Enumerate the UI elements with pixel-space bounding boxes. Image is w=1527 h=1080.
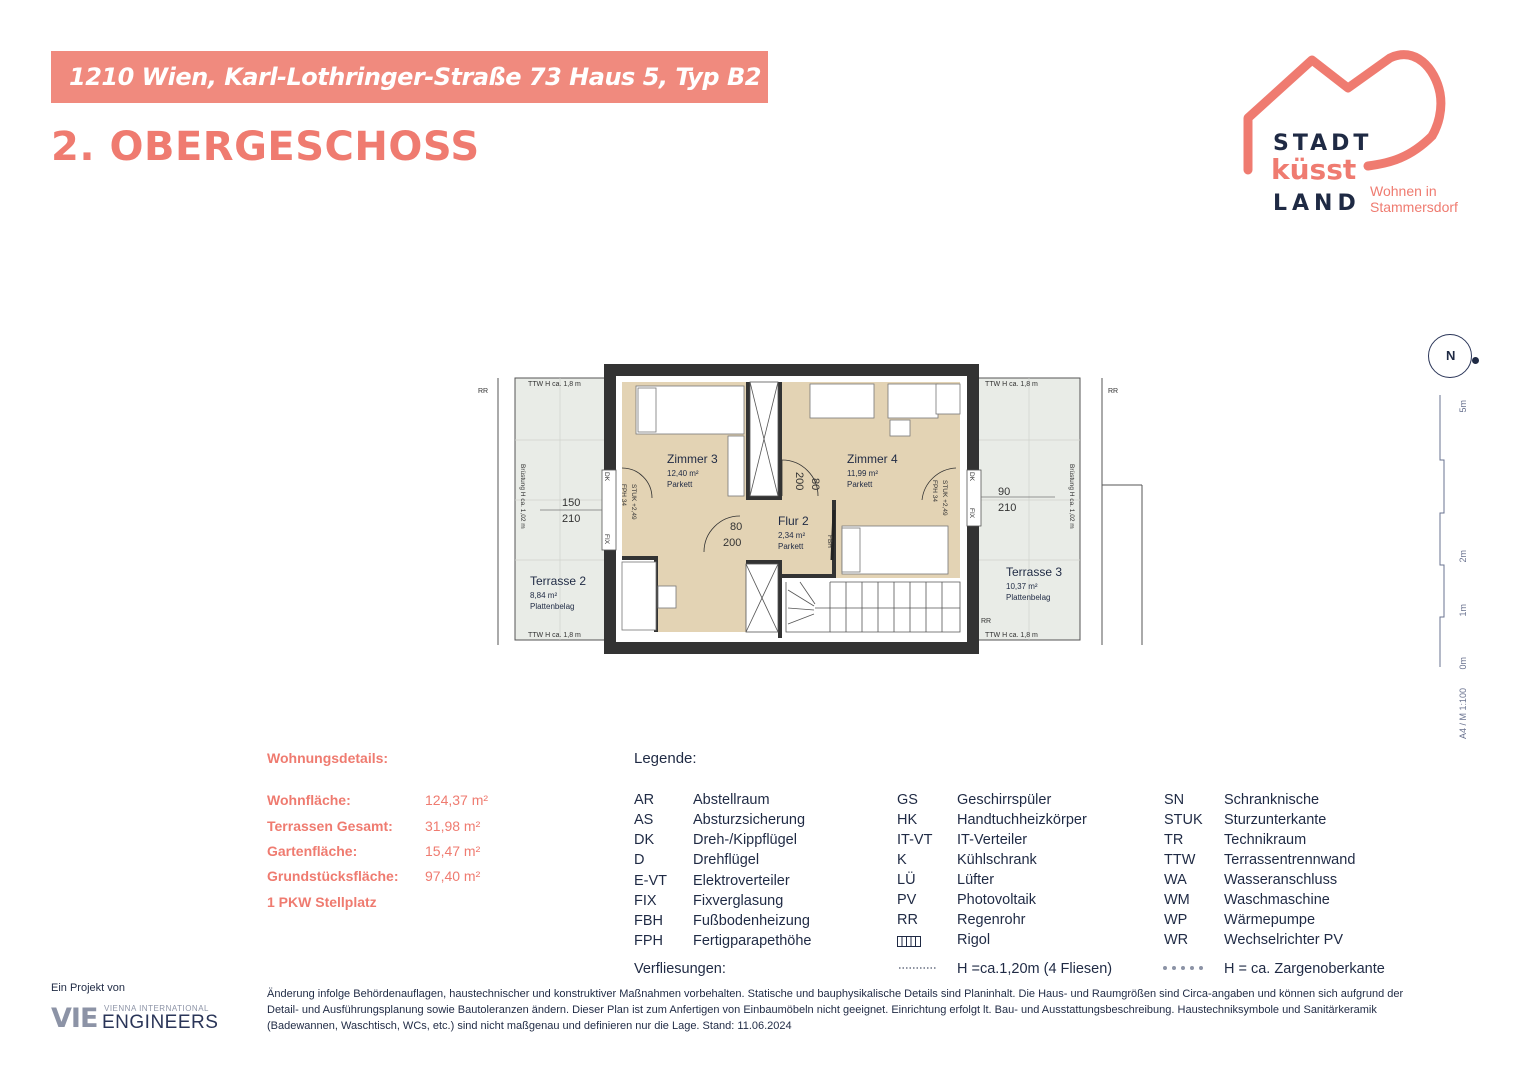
detail-value-wohnflaeche: 124,37 m² [425,792,489,808]
legend-text: Technikraum [1224,832,1307,848]
logo-tagline: Wohnen in Stammersdorf [1370,183,1458,215]
detail-label-wohnflaeche: Wohnfläche: [267,792,351,808]
legend-abbr: WP [1164,912,1188,928]
ttw-label-se: TTW H ca. 1,8 m [985,632,1038,639]
floor-title: 2. OBERGESCHOSS [51,124,480,170]
detail-parking: 1 PKW Stellplatz [267,894,377,910]
legend-text: Drehflügel [693,852,760,868]
fix-label-w: FIX [603,534,610,545]
room-terrasse3-area: 10,37 m² [1006,582,1038,591]
vie-logo-mark: VIE [51,1003,98,1034]
fbh-label: FBH [826,535,833,548]
rr-label-w: RR [478,388,489,395]
rr-label-e: RR [1108,388,1119,395]
legend-abbr: RR [897,912,918,928]
rigol-icon [897,936,921,947]
room-zimmer4-floor: Parkett [847,480,873,489]
legend-text: Geschirrspüler [957,792,1052,808]
legend-text: Wärmepumpe [1224,912,1316,928]
brust-label-w: Brüstung H ca. 1,02 m [519,464,526,529]
room-terrasse2-area: 8,84 m² [530,591,558,600]
tiles-dots-icon [1162,965,1208,971]
detail-value-terrassen: 31,98 m² [425,818,481,834]
door-z3-width: 80 [730,521,743,533]
legend-text: Kühlschrank [957,852,1037,868]
legend-text: Lüfter [957,872,995,888]
detail-label-grundstueck: Grundstücksfläche: [267,868,399,884]
legend-text: Abstellraum [693,792,770,808]
north-label: N [1446,348,1456,363]
detail-label-garten: Gartenfläche: [267,843,358,859]
legend-abbr: WM [1164,892,1190,908]
ttw-label-sw: TTW H ca. 1,8 m [528,632,581,639]
scale-note: A4 / M 1:100 [1458,688,1468,740]
legend-abbr: WA [1164,872,1187,888]
disclaimer: Änderung infolge Behördenauflagen, haustechnischer und konstruktiver Maßnahmen vorbehalten. Statische und bauphysikalische Details sind Planinhalt. Die Haus- und Raumgrößen sind Circa-angaben und können sich aufgrund der Detail- und Ausführungsplanung sowie Bautoleranzen ändern. Dieser Plan ist zum Anfertigen von Einbaumöbeln nicht geeignet. Einrichtung erfolgt lt. Bau- und Ausstattungsbeschreibung. Haustechniksymbole und Sanitärkeramik (Badewannen, Waschtisch, WCs, etc.) sind nicht maßgenau und definieren nur die Lage. Stand: 11.06.2024 [267,988,1404,1032]
legend-text: Wechselrichter PV [1224,932,1343,948]
legend-text: Photovoltaik [957,892,1036,908]
room-terrasse2-name: Terrasse 2 [530,574,587,588]
room-zimmer3-floor: Parkett [667,480,693,489]
room-zimmer4-area: 11,99 m² [847,469,878,478]
logo-kuesst: küsst [1271,153,1357,186]
legend-abbr: K [897,852,907,868]
legend-text: Terrassentrennwand [1224,852,1356,868]
fph-label-e: FPH 34 [931,480,938,503]
legend-abbr: LÜ [897,872,916,888]
legend-text: Regenrohr [957,912,1026,928]
scale-bar [1420,395,1450,675]
legend-text: Wasseranschluss [1224,872,1338,888]
legend-text: Dreh-/Kippflügel [693,832,797,848]
door-z3-height: 200 [723,537,742,549]
legend-abbr: FIX [634,893,657,909]
fix-label-e: FIX [968,508,975,519]
dk-label-w: DK [603,472,610,482]
logo-stadt: STADT [1273,131,1373,156]
legend-abbr: WR [1164,932,1189,948]
room-terrasse2-floor: Plattenbelag [530,602,575,611]
legend-text: Fixverglasung [693,893,784,909]
fph-label-w: FPH 34 [620,484,627,507]
details-title: Wohnungsdetails: [267,750,389,766]
tiles-dotted-line-icon [899,966,939,970]
tiles-label: Verfliesungen: [634,961,726,977]
tiles-a: H =ca.1,20m (4 Fliesen) [957,961,1113,977]
dk-label-e: DK [968,472,975,482]
legend-text: Fußbodenheizung [693,913,810,929]
door-z4-height: 200 [793,472,805,491]
legend-abbr: E-VT [634,873,668,889]
logo-land: LAND [1273,191,1361,216]
door-z4-width: 80 [809,478,821,491]
legend-abbr: FPH [634,933,663,949]
legend-abbr: IT-VT [897,832,933,848]
scale-label-5m: 5m [1458,400,1468,413]
detail-label-terrassen: Terrassen Gesamt: [267,818,393,834]
brust-label-e: Brüstung H ca. 1,02 m [1068,464,1075,529]
legend-abbr: STUK [1164,812,1203,828]
scale-label-1m: 1m [1458,604,1468,617]
room-flur2-area: 2,34 m² [778,531,806,540]
legend-text: Schranknische [1224,792,1320,808]
legend-title: Legende: [634,750,697,767]
legend-abbr: D [634,852,645,868]
legend-abbr: AS [634,812,654,828]
ttw-label-nw: TTW H ca. 1,8 m [528,381,581,388]
legend-abbr: AR [634,792,655,808]
room-flur2-name: Flur 2 [778,514,809,528]
legend-text: Rigol [957,932,991,948]
vie-logo-small: VIENNA INTERNATIONAL [104,1004,209,1013]
detail-value-garten: 15,47 m² [425,843,481,859]
legend-abbr: TR [1164,832,1184,848]
legend-text: Fertigparapethöhe [693,933,812,949]
window-w-height: 210 [562,513,581,525]
room-zimmer3-area: 12,40 m² [667,469,699,478]
scale-label-2m: 2m [1458,550,1468,563]
room-zimmer3-name: Zimmer 3 [667,452,718,466]
window-e-width: 90 [998,486,1011,498]
legend-text: Elektroverteiler [693,873,790,889]
stuk-label-e: STUK +2,49 [941,480,948,516]
legend-abbr: DK [634,832,655,848]
legend-text: Waschmaschine [1224,892,1330,908]
north-dot [1472,357,1479,364]
legend-abbr: GS [897,792,918,808]
room-zimmer4-name: Zimmer 4 [847,452,898,466]
tiles-b: H = ca. Zargenoberkante [1224,961,1385,977]
room-terrasse3-floor: Plattenbelag [1006,593,1051,602]
legend-abbr: HK [897,812,918,828]
room-flur2-floor: Parkett [778,542,804,551]
scale-label-0m: 0m [1458,657,1468,670]
detail-value-grundstueck: 97,40 m² [425,868,481,884]
vie-logo-engineers: ENGINEERS [102,1012,219,1033]
project-credit: Ein Projekt von [51,982,125,994]
room-terrasse3-name: Terrasse 3 [1006,565,1063,579]
legend-text: Absturzsicherung [693,812,806,828]
legend-abbr: FBH [634,913,663,929]
legend-abbr: PV [897,892,917,908]
rr-label-se: RR [981,618,992,625]
legend-abbr: TTW [1164,852,1196,868]
legend-text: Sturzunterkante [1224,812,1327,828]
legend-text: Handtuchheizkörper [957,812,1087,828]
legend-abbr: SN [1164,792,1185,808]
floor-plan [470,360,1160,660]
window-w-width: 150 [562,497,581,509]
stuk-label-w: STUK +2,49 [630,484,637,520]
ttw-label-ne: TTW H ca. 1,8 m [985,381,1038,388]
legend-text: IT-Verteiler [957,832,1028,848]
window-e-height: 210 [998,502,1017,514]
address-banner: 1210 Wien, Karl-Lothringer-Straße 73 Haus 5, Typ B2 [51,51,768,103]
